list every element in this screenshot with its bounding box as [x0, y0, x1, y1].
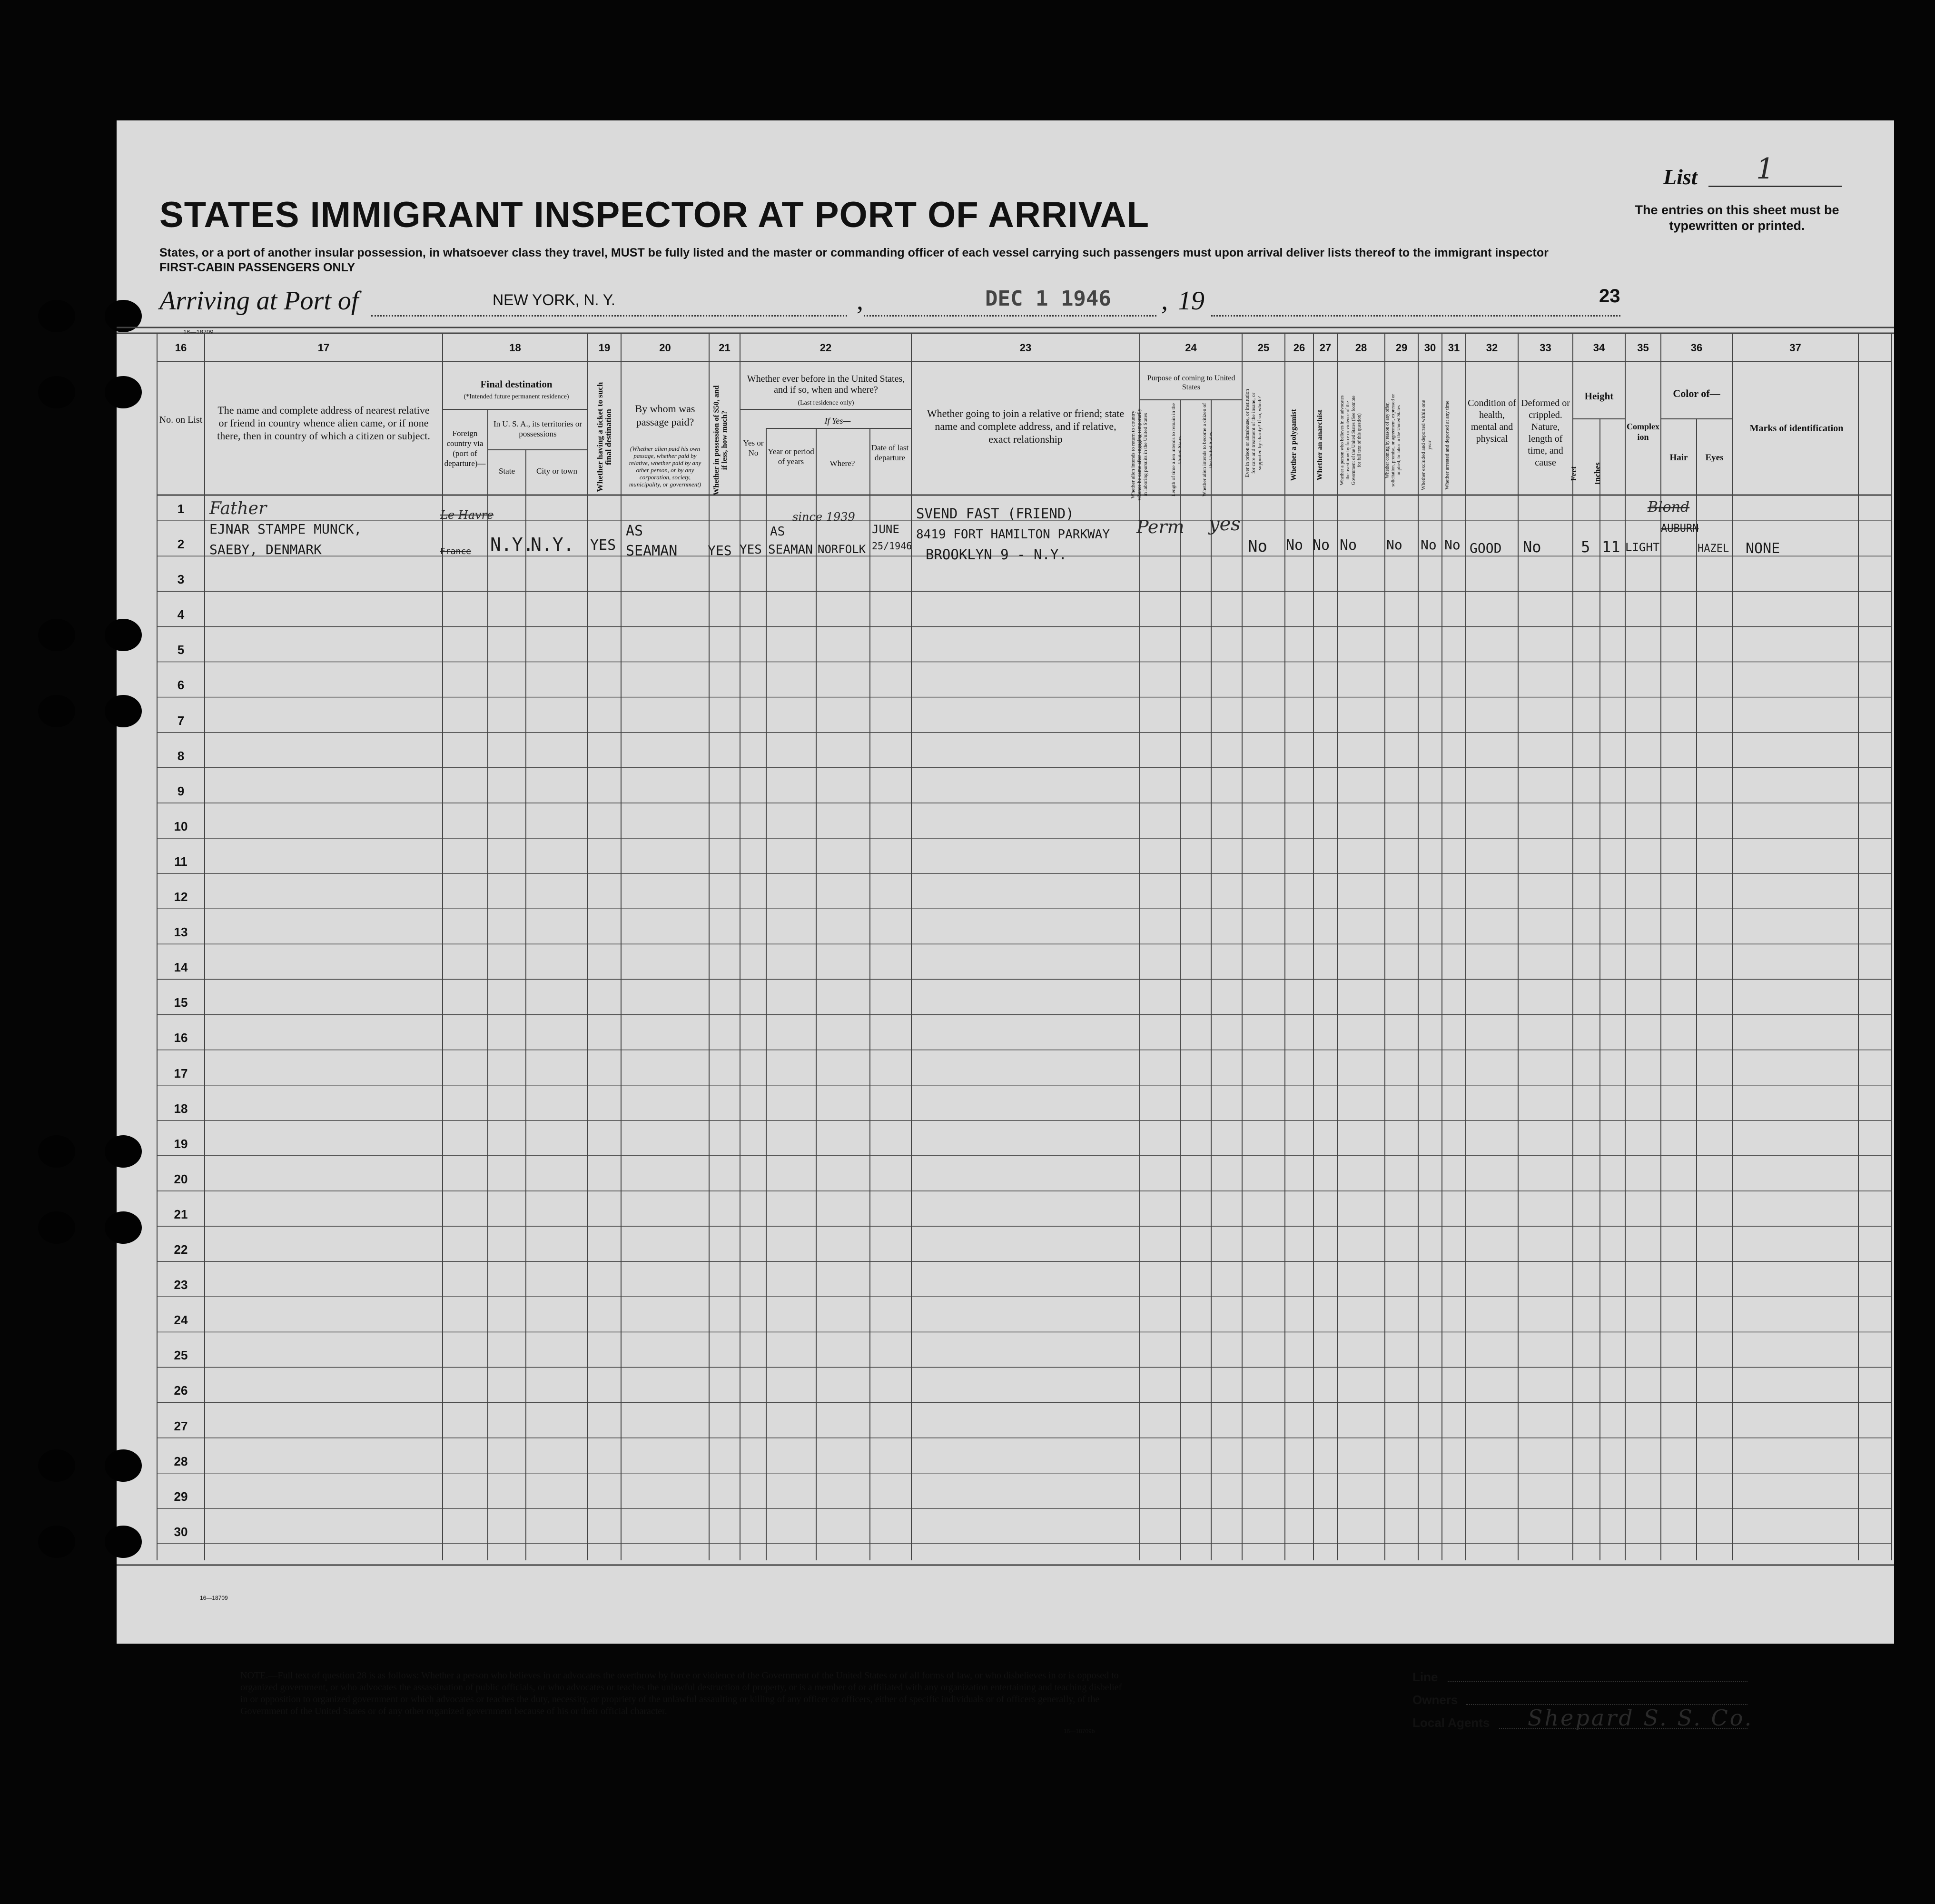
- header-class-line: FIRST-CABIN PASSENGERS ONLY: [159, 261, 355, 274]
- row-number: 28: [174, 1454, 188, 1468]
- list-label: List: [1663, 165, 1698, 189]
- hair-note: Blond: [1648, 499, 1690, 516]
- joining-line3: BROOKLYN 9 - N.Y.: [926, 546, 1067, 563]
- header-final-destination-note: (*Intended future permanent residence): [464, 393, 569, 400]
- typewritten-note: The entries on this sheet must be typewritten or printed.: [1635, 203, 1839, 233]
- period-line1: AS: [770, 525, 785, 539]
- header-purpose: Purpose of coming to United States: [1147, 374, 1235, 391]
- header-labor-offer: Whether coming by reason of any offer, solicitation, promise, or agreement, expressed or implied, to labor in the United States: [1385, 394, 1402, 487]
- column-number: 17: [317, 342, 330, 354]
- comma-separator: ,: [857, 286, 863, 316]
- header-return-intent: Whether alien intends to return to country whence he came after engaging temporarily in laboring pursuits in the United States: [1130, 408, 1148, 501]
- year-prefix: 19: [1178, 286, 1204, 316]
- last-departure-line1: JUNE: [872, 523, 899, 536]
- header-no-on-list: No. on List: [159, 415, 203, 425]
- local-agents-label: Local Agents: [1412, 1716, 1490, 1730]
- header-anarchist: Whether an anarchist: [1316, 409, 1324, 481]
- date-stamp: DEC 1 1946: [985, 287, 1111, 311]
- row-number: 17: [174, 1066, 188, 1081]
- citizen-value: yes: [1209, 513, 1241, 535]
- header-last-residence: (Last residence only): [798, 399, 854, 407]
- row-number: 30: [174, 1524, 188, 1539]
- column-number: 32: [1486, 342, 1498, 354]
- deformed-value: No: [1523, 538, 1541, 556]
- destination-state: N.Y.: [490, 534, 534, 555]
- ticket-value: YES: [590, 537, 616, 554]
- row-number: 18: [174, 1101, 188, 1116]
- header-city: City or town: [536, 466, 577, 476]
- header-overthrow: Whether a person who believes in or advocates the overthrow by force or violence of the Government of the United States (See footnote for full text of this question): [1340, 395, 1362, 486]
- header-complexion: Complexion: [1627, 422, 1659, 442]
- joining-line1: SVEND FAST (FRIEND): [916, 506, 1074, 522]
- where-value: NORFOLK: [818, 543, 866, 556]
- row-number: 23: [174, 1278, 188, 1292]
- footnote: NOTE.—Full text of question 28 is as follows: Whether a person who believes in or advocates the overthrow by force or violence of the Government of the United States or of all forms of law, or who disbelieves in or is opposed to organized government, or who advocates the assassination of public officials, or who advocates or teaches the unlawful destruction of property, or is a member of or affiliated with any organization entertaining and teaching disbelief in or opposition to organized government or which advocates or teaches the duty, necessity, or propriety of the unlawful assaulting or killing of any officer or officers, either of specific individuals or of officers generally, of the Government of the United States or of any other organized government because of his or their official character.: [240, 1670, 1122, 1716]
- header-deformed: Deformed or crippled. Nature, length of time, and cause: [1521, 398, 1570, 468]
- relative-name: EJNAR STAMPE MUNCK,: [209, 521, 362, 537]
- line-field: [1448, 1681, 1747, 1682]
- column-number: 26: [1293, 342, 1305, 354]
- column-number: 18: [509, 342, 521, 354]
- row-number: 2: [177, 537, 185, 551]
- column-number: 24: [1185, 342, 1197, 354]
- column-number: 37: [1789, 342, 1801, 354]
- labor-offer-value: No: [1386, 537, 1402, 553]
- marks-value: NONE: [1746, 540, 1780, 557]
- period-since: since 1939: [792, 510, 855, 524]
- header-state: State: [499, 466, 515, 476]
- before-us-value: YES: [740, 543, 762, 557]
- header-relative-address: The name and complete address of nearest relative or friend in country whence alien came, or if none there, then in country of which a citizen or subject.: [217, 404, 430, 442]
- row-number: 5: [177, 643, 185, 657]
- prison-value: No: [1248, 537, 1267, 556]
- column-number: 36: [1690, 342, 1703, 354]
- height-inches: 11: [1602, 538, 1620, 556]
- column-number: 27: [1319, 342, 1332, 354]
- row-number: 6: [177, 678, 185, 693]
- column-number: 23: [1019, 342, 1032, 354]
- row-number: 11: [174, 854, 188, 869]
- row-number: 20: [174, 1171, 188, 1186]
- column-number: 28: [1355, 342, 1367, 354]
- foreign-port-note: Le Havre: [440, 508, 494, 522]
- row-number: 19: [174, 1136, 188, 1151]
- header-inches: Inches: [1593, 462, 1602, 485]
- row-number: 14: [174, 960, 188, 975]
- header-ticket: Whether having a ticket to such final destination: [595, 382, 613, 492]
- footnote-form-number: 16—18709b: [1064, 1728, 1095, 1735]
- excluded-value: No: [1421, 537, 1437, 553]
- row-number: 26: [174, 1383, 188, 1398]
- line-label: Line: [1412, 1670, 1438, 1684]
- header-where: Where?: [829, 459, 855, 468]
- header-final-destination: Final destination: [480, 378, 553, 390]
- table-form-number: 16—18709: [200, 1595, 228, 1601]
- polygamist-value: No: [1286, 537, 1303, 554]
- period-line2: SEAMAN: [768, 543, 813, 557]
- list-value: 1: [1756, 152, 1775, 186]
- passage-line1: AS: [626, 523, 643, 539]
- header-eyes: Eyes: [1705, 453, 1724, 463]
- column-number: 33: [1540, 342, 1551, 354]
- header-ever-before: Whether ever before in the United States, and if so, when and where?: [747, 374, 905, 395]
- row-number: 16: [174, 1031, 188, 1045]
- foreign-port: France: [440, 546, 472, 556]
- column-number: 30: [1424, 342, 1436, 354]
- header-possession-50: Whether in possession of $50, and if less, how much?: [712, 385, 729, 496]
- page-title: STATES IMMIGRANT INSPECTOR AT PORT OF ARRIVAL: [159, 195, 1150, 235]
- row-number: 9: [177, 783, 185, 798]
- column-number: 20: [659, 342, 671, 354]
- header-hair: Hair: [1669, 453, 1688, 463]
- row-number: 3: [177, 572, 185, 587]
- has-50-value: YES: [708, 543, 732, 558]
- passage-line2: SEAMAN: [626, 543, 678, 559]
- header-height: Height: [1584, 390, 1614, 402]
- form-number: 16—18709: [183, 328, 214, 336]
- column-number: 21: [719, 342, 731, 354]
- arrested-value: No: [1444, 537, 1461, 553]
- column-number: 25: [1257, 342, 1270, 354]
- header-joining: Whether going to join a relative or friend; state name and complete address, and if relative, exact relationship: [927, 407, 1125, 445]
- eyes-value: HAZEL: [1698, 543, 1729, 555]
- height-feet: 5: [1581, 538, 1590, 556]
- row-number: 8: [177, 748, 185, 763]
- length-of-stay: Perm: [1136, 516, 1185, 537]
- header-health: Condition of health, mental and physical: [1468, 398, 1516, 444]
- arriving-label: Arriving at Port of: [159, 286, 359, 316]
- header-marks: Marks of identification: [1749, 423, 1844, 434]
- relation-note: Father: [209, 499, 267, 518]
- row-number: 15: [174, 995, 188, 1010]
- header-date-departure: Date of last departure: [871, 443, 909, 462]
- port-value: NEW YORK, N. Y.: [493, 291, 615, 308]
- row-number: 21: [174, 1207, 188, 1221]
- last-departure-line2: 25/1946: [872, 540, 912, 552]
- destination-city: N.Y.: [531, 534, 574, 555]
- joining-line2: 8419 FORT HAMILTON PARKWAY: [916, 527, 1110, 542]
- column-number: 31: [1448, 342, 1460, 354]
- row-number: 13: [174, 925, 188, 940]
- header-arrested: Whether arrested and deported at any time: [1444, 400, 1450, 490]
- row-number: 24: [174, 1313, 188, 1328]
- row-number: 7: [177, 713, 185, 728]
- header-excluded: Whether excluded and deported within one year: [1421, 400, 1432, 490]
- right-number: 23: [1599, 286, 1620, 307]
- hair-value: AUBURN: [1661, 523, 1699, 535]
- header-length-stay: Length of time alien intends to remain in the United States: [1171, 403, 1183, 497]
- header-foreign-country: Foreign country via (port of departure)—: [444, 429, 486, 468]
- column-number: 19: [598, 342, 611, 354]
- row-number: 29: [174, 1489, 188, 1504]
- overthrow-value: No: [1340, 537, 1357, 554]
- header-color-of: Color of—: [1673, 387, 1720, 399]
- header-feet: Feet: [1569, 466, 1578, 481]
- header-year-period: Year or period of years: [768, 447, 814, 466]
- header-yes-no: Yes or No: [743, 438, 764, 457]
- row-number: 25: [174, 1348, 188, 1363]
- row-number: 12: [174, 890, 188, 904]
- anarchist-value: No: [1313, 537, 1330, 554]
- header-passage-paid: By whom was passage paid?: [635, 403, 695, 428]
- header-instruction: States, or a port of another insular possession, in whatsoever class they travel, MUST be fully listed and the master or commanding officer of each vessel carrying such passengers must upon arrival deliver lists thereof to the immigrant inspector: [159, 246, 1549, 259]
- row-number: 27: [174, 1418, 188, 1433]
- column-number: 34: [1593, 342, 1605, 354]
- header-become-citizen: Whether alien intends to become a citizen of the United States: [1202, 403, 1214, 497]
- relative-address: SAEBY, DENMARK: [209, 542, 322, 557]
- row-number: 1: [177, 501, 185, 516]
- row-number: 10: [174, 819, 188, 833]
- header-polygamist: Whether a polygamist: [1290, 409, 1298, 481]
- local-agents-signature: Shepard S. S. Co.: [1528, 1705, 1754, 1731]
- comma-separator: ,: [1161, 286, 1168, 316]
- column-number: 29: [1395, 342, 1408, 354]
- column-number: 16: [175, 342, 187, 354]
- complexion-value: LIGHT: [1625, 541, 1660, 554]
- row-number: 4: [177, 607, 185, 622]
- header-in-usa: In U. S. A., its territories or possessions: [493, 419, 582, 438]
- row-number: 22: [174, 1242, 188, 1257]
- owners-label: Owners: [1412, 1693, 1458, 1707]
- header-passage-note: (Whether alien paid his own passage, whether paid by relative, whether paid by any other person, or by any corporation, society, municipality, or government): [629, 445, 701, 488]
- header-if-yes: If Yes—: [824, 416, 851, 426]
- health-value: GOOD: [1470, 540, 1502, 556]
- header-prison: Ever in prison or almshouse, or institution for care and treatment of the insane, or supported by charity? If so, which?: [1244, 389, 1263, 477]
- column-number: 22: [819, 342, 832, 354]
- column-number: 35: [1637, 342, 1649, 354]
